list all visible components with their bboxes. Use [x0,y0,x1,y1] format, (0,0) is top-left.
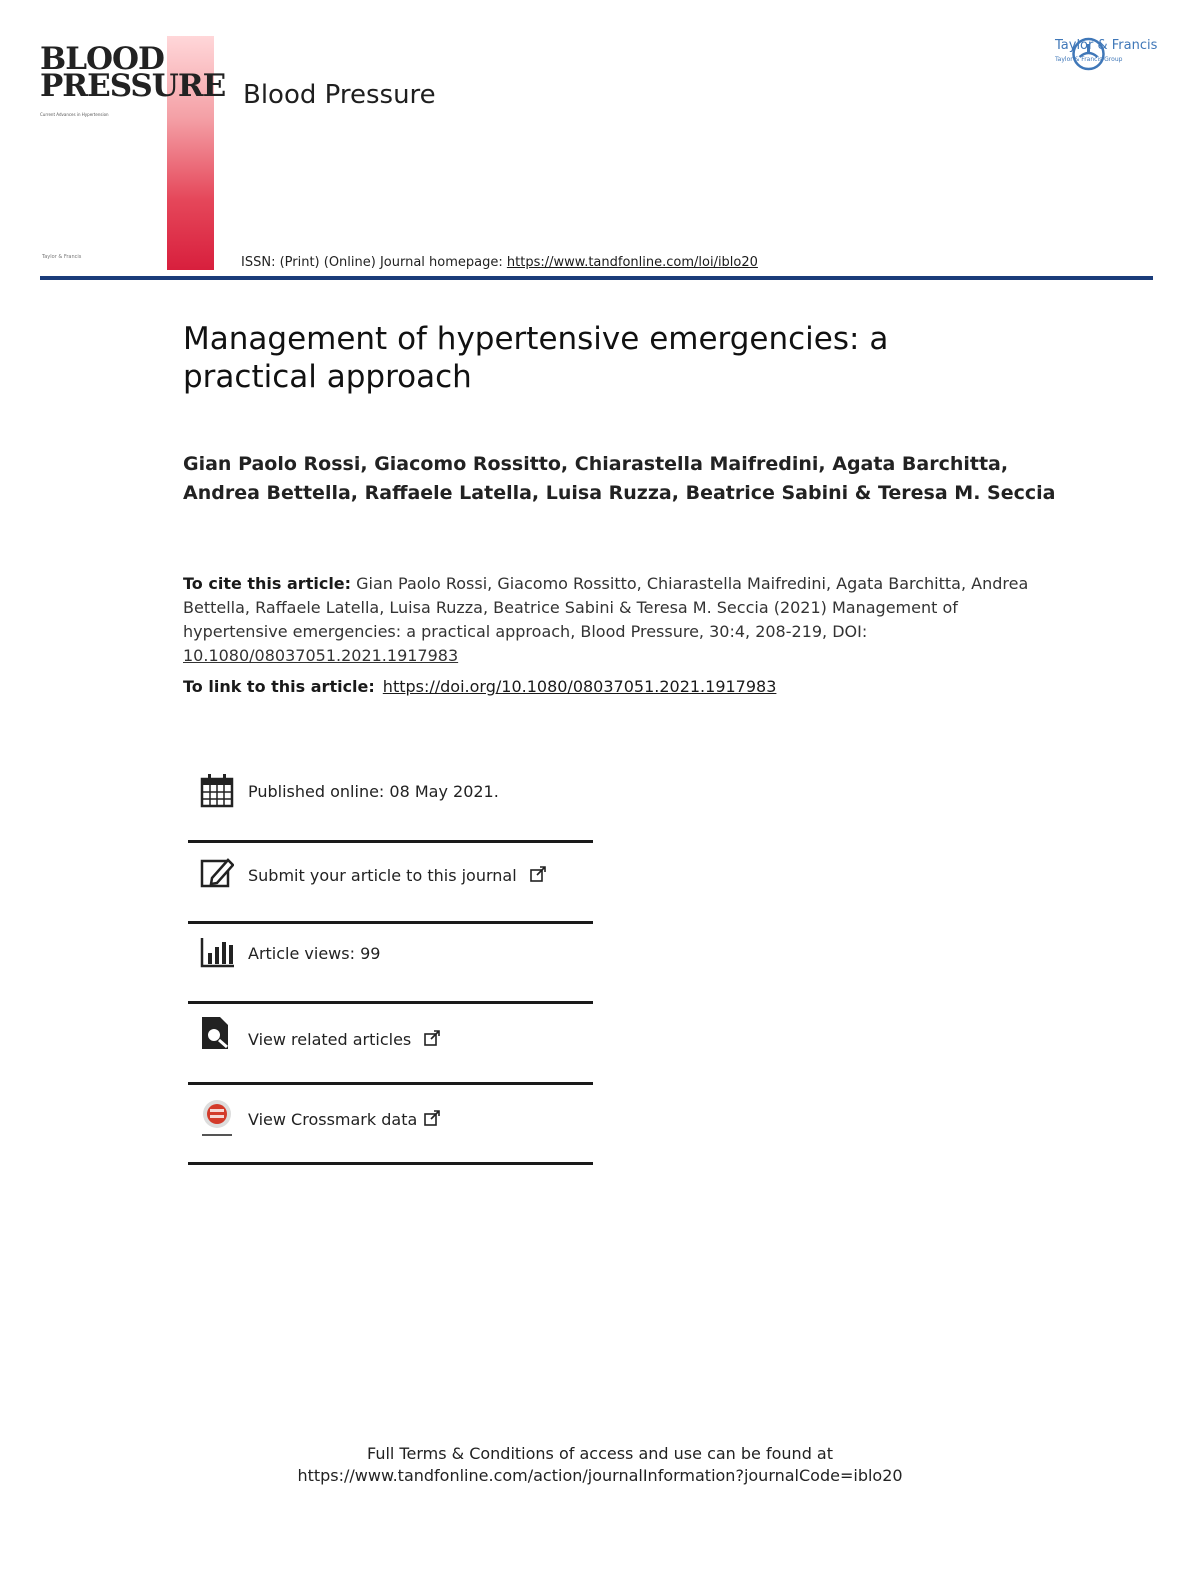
cover-title-line2: PRESSURE [40,68,226,104]
submit-article-link[interactable] [248,866,546,885]
cover-publisher: Taylor & Francis [42,254,82,260]
journal-homepage-link[interactable]: https://www.tandfonline.com/loi/iblo20 [506,255,758,270]
cover-title-line1: BLOOD [40,41,164,77]
info-divider [188,921,593,924]
external-link-icon [424,1110,440,1126]
external-link-icon [424,1030,440,1046]
related-articles-link[interactable] [248,1030,440,1049]
info-divider [188,1001,593,1004]
crossmark-label: View Crossmark data [248,1110,418,1129]
submit-row[interactable] [188,856,593,936]
external-link-icon [530,866,546,882]
crossmark-icon [200,1098,234,1138]
journal-name: Blood Pressure [243,80,436,110]
edit-icon [200,856,234,890]
header-divider [40,276,1153,280]
info-divider [188,1162,593,1165]
views-row [188,936,593,1016]
issn-line [241,255,758,270]
journal-cover [40,36,226,270]
citation-label: To cite this article: [183,574,352,593]
cover-subtitle: Current Advances in Hypertension [40,112,109,117]
article-authors: Gian Paolo Rossi, Giacomo Rossitto, Chiarastella Maifredini, Agata Barchitta, Andrea Bettella, Raffaele Latella, Luisa Ruzza, Beatrice Sabini & Teresa M. Seccia [183,453,1056,504]
published-date: Published online: 08 May 2021. [248,782,499,801]
citation-block [183,572,1063,668]
submit-article-label: Submit your article to this journal [248,866,517,885]
crossmark-link[interactable] [248,1110,440,1129]
info-divider [188,840,593,843]
publisher-name: Taylor & Francis [1055,38,1158,53]
cover-title [40,41,226,104]
related-articles-label: View related articles [248,1030,412,1049]
footer-terms-url[interactable]: https://www.tandfonline.com/action/journalInformation?journalCode=iblo20 [297,1466,903,1485]
calendar-icon [200,774,234,808]
info-divider [188,1082,593,1085]
article-link-label: To link to this article: [183,677,375,696]
bar-chart-icon [200,936,234,970]
article-title: Management of hypertensive emergencies: a practical approach [183,321,889,395]
doi-link[interactable]: 10.1080/08037051.2021.1917983 [183,646,459,665]
document-search-icon [200,1016,234,1050]
crossmark-row[interactable] [188,1098,593,1178]
issn-text: ISSN: (Print) (Online) Journal homepage: [241,255,507,270]
article-link-line [183,677,776,696]
footer-terms: Full Terms & Conditions of access and use can be found at [366,1444,834,1463]
article-link[interactable]: https://doi.org/10.1080/08037051.2021.1917983 [382,677,777,696]
publisher-group: Taylor & Francis Group [1055,56,1123,63]
article-views: Article views: 99 [248,944,381,963]
citation-text: Gian Paolo Rossi, Giacomo Rossitto, Chiarastella Maifredini, Agata Barchitta, Andrea Bettella, Raffaele Latella, Luisa Ruzza, Beatrice Sabini & Teresa M. Seccia (2021) Management of hypertensive emergencies: a practical approach, Blood Pressure, 30:4, 208-219, DOI: [183,574,1029,641]
